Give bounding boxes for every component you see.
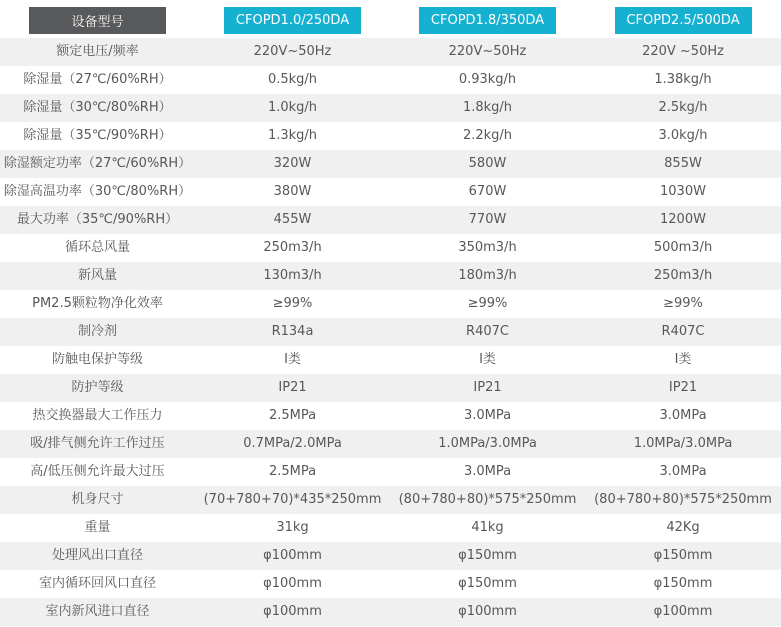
cell-value: (70+780+70)*435*250mm — [203, 492, 382, 507]
cell-value: I类 — [479, 352, 496, 367]
table-row — [0, 262, 781, 290]
table-row — [0, 374, 781, 402]
table-row — [0, 290, 781, 318]
cell-value: 1.0MPa/3.0MPa — [633, 436, 733, 451]
cell-value: 2.5MPa — [268, 464, 317, 479]
cell-value: 2.5kg/h — [658, 100, 708, 115]
header-cell-model-3 — [585, 0, 781, 38]
row-label: 新风量 — [77, 268, 117, 283]
cell-value: 31kg — [276, 520, 309, 535]
table-body — [0, 38, 781, 626]
cell-value: R407C — [661, 324, 705, 339]
cell-value: 3.0MPa — [659, 464, 707, 479]
table-row — [0, 542, 781, 570]
row-label: 吸/排气侧允许工作过压 — [30, 436, 165, 451]
row-label: 机身尺寸 — [71, 492, 124, 507]
cell-value: φ100mm — [263, 604, 322, 619]
cell-value: 220V ~50Hz — [642, 44, 724, 59]
row-label: 室内新风进口直径 — [45, 604, 150, 619]
cell-value: 220V~50Hz — [253, 44, 332, 59]
cell-value: 1.8kg/h — [462, 100, 513, 115]
cell-value: 42Kg — [666, 520, 700, 535]
cell-value: I类 — [284, 352, 301, 367]
cell-value: 130m3/h — [263, 268, 322, 283]
table-row — [0, 570, 781, 598]
row-label: 最大功率（35℃/90%RH） — [16, 212, 179, 227]
cell-value: 180m3/h — [458, 268, 517, 283]
cell-value: I类 — [674, 352, 692, 367]
model-3-header: CFOPD2.5/500DA — [615, 7, 752, 34]
row-label: 重量 — [84, 520, 111, 535]
device-model-header: 设备型号 — [29, 7, 166, 34]
cell-value: 3.0MPa — [659, 408, 707, 423]
table-row — [0, 122, 781, 150]
row-label: 防触电保护等级 — [51, 352, 143, 367]
cell-value: 0.5kg/h — [267, 72, 318, 87]
row-label: 高/低压侧允许最大过压 — [30, 464, 165, 479]
cell-value: R134a — [271, 324, 314, 339]
row-label: 制冷剂 — [77, 324, 117, 339]
cell-value: φ150mm — [653, 548, 713, 563]
table-row — [0, 206, 781, 234]
cell-value: 320W — [273, 156, 312, 171]
table-row — [0, 150, 781, 178]
cell-value: 250m3/h — [263, 240, 322, 255]
row-label: 热交换器最大工作压力 — [32, 408, 163, 423]
table-header-row — [0, 0, 781, 38]
table-row — [0, 514, 781, 542]
row-label: 除湿额定功率（27℃/60%RH） — [3, 156, 192, 171]
cell-value: 3.0MPa — [463, 464, 512, 479]
cell-value: ≥99% — [663, 296, 703, 311]
table-row — [0, 318, 781, 346]
row-label: 除湿量（27℃/60%RH） — [23, 72, 172, 87]
header-cell-device-model — [0, 0, 195, 38]
table-row — [0, 402, 781, 430]
cell-value: 770W — [468, 212, 507, 227]
cell-value: (80+780+80)*575*250mm — [594, 492, 772, 507]
cell-value: R407C — [466, 324, 509, 339]
cell-value: φ150mm — [653, 576, 713, 591]
row-label: PM2.5颗粒物净化效率 — [32, 296, 163, 311]
cell-value: 380W — [273, 184, 312, 199]
table-row — [0, 346, 781, 374]
cell-value: IP21 — [473, 380, 502, 395]
table-row — [0, 178, 781, 206]
cell-value: 41kg — [471, 520, 504, 535]
cell-value: 220V~50Hz — [448, 44, 527, 59]
cell-value: 1.0MPa/3.0MPa — [438, 436, 537, 451]
table-row — [0, 66, 781, 94]
cell-value: φ100mm — [458, 604, 517, 619]
cell-value: φ100mm — [263, 548, 322, 563]
cell-value: 1.0kg/h — [267, 100, 318, 115]
header-cell-model-1 — [195, 0, 390, 38]
row-label: 室内循环回风口直径 — [38, 576, 156, 591]
model-2-header: CFOPD1.8/350DA — [419, 7, 556, 34]
cell-value: 1.38kg/h — [654, 72, 712, 87]
cell-value: 3.0MPa — [463, 408, 512, 423]
cell-value: 0.7MPa/2.0MPa — [243, 436, 342, 451]
model-1-header: CFOPD1.0/250DA — [224, 7, 361, 34]
cell-value: 855W — [664, 156, 702, 171]
cell-value: φ100mm — [263, 576, 322, 591]
cell-value: φ150mm — [458, 576, 517, 591]
cell-value: 2.5MPa — [268, 408, 317, 423]
cell-value: 350m3/h — [458, 240, 517, 255]
cell-value: 2.2kg/h — [462, 128, 513, 143]
cell-value: 1200W — [660, 212, 706, 227]
cell-value: φ100mm — [653, 604, 713, 619]
cell-value: IP21 — [278, 380, 307, 395]
row-label: 除湿量（30℃/80%RH） — [23, 100, 172, 115]
cell-value: 250m3/h — [653, 268, 713, 283]
table-row — [0, 94, 781, 122]
cell-value: (80+780+80)*575*250mm — [398, 492, 577, 507]
header-cell-model-2 — [390, 0, 585, 38]
table-row — [0, 486, 781, 514]
cell-value: φ150mm — [458, 548, 517, 563]
cell-value: 0.93kg/h — [458, 72, 517, 87]
table-row — [0, 430, 781, 458]
cell-value: 500m3/h — [653, 240, 713, 255]
row-label: 防护等级 — [71, 380, 124, 395]
table-row — [0, 38, 781, 66]
cell-value: 455W — [273, 212, 312, 227]
row-label: 处理风出口直径 — [51, 548, 143, 563]
cell-value: 1.3kg/h — [267, 128, 318, 143]
cell-value: 580W — [468, 156, 507, 171]
cell-value: IP21 — [668, 380, 698, 395]
cell-value: ≥99% — [467, 296, 508, 311]
row-label: 循环总风量 — [64, 240, 130, 255]
table-row — [0, 598, 781, 626]
row-label: 除湿高温功率（30℃/80%RH） — [3, 184, 192, 199]
cell-value: 670W — [468, 184, 507, 199]
row-label: 除湿量（35℃/90%RH） — [23, 128, 172, 143]
cell-value: 3.0kg/h — [658, 128, 708, 143]
row-label: 额定电压/频率 — [56, 44, 139, 59]
table-row — [0, 234, 781, 262]
cell-value: ≥99% — [272, 296, 313, 311]
table-row — [0, 458, 781, 486]
cell-value: 1030W — [660, 184, 706, 199]
